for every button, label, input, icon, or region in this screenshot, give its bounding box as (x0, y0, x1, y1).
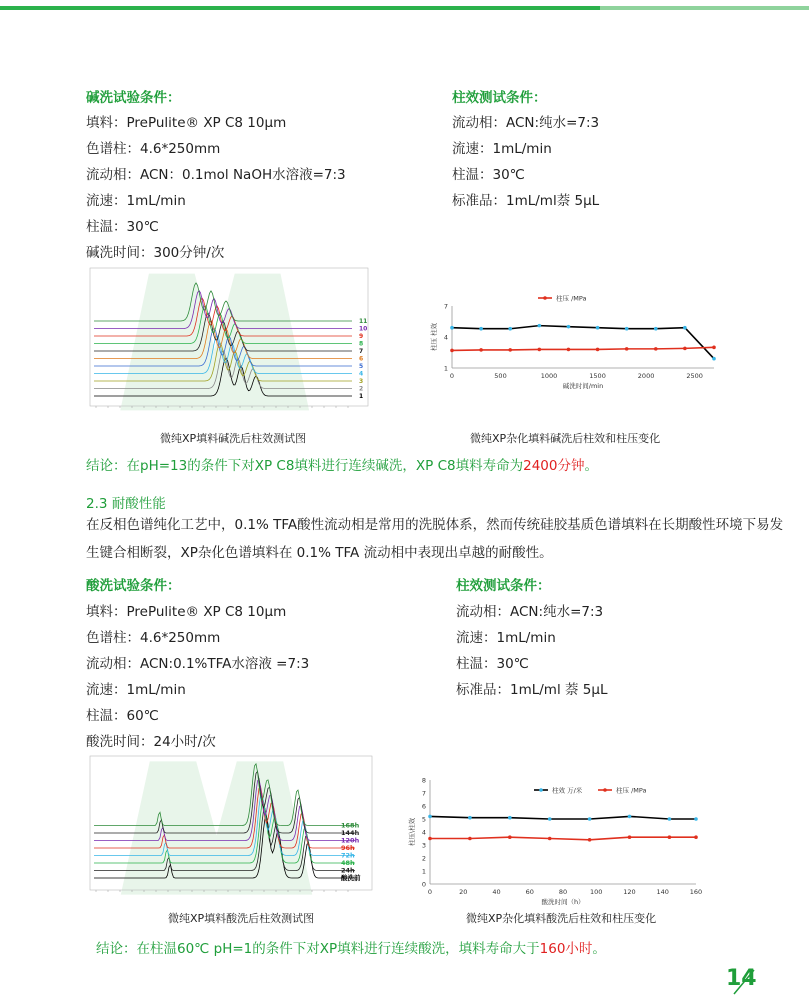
series-point-0 (683, 326, 687, 330)
x-tick-label: 160 (689, 888, 703, 896)
acid-eff-line-3: 柱温：30℃ (456, 656, 529, 672)
series-point-1 (588, 838, 592, 842)
acid-chromatogram (86, 754, 376, 902)
y-tick-label: 2 (421, 854, 426, 863)
trace-label: 8 (359, 340, 364, 348)
fig1-left-caption: 微纯XP填料碱洗后柱效测试图 (160, 432, 307, 445)
y-tick-label: 6 (421, 802, 426, 811)
conclusion-alkali-highlight: 2400分钟 (523, 458, 585, 474)
x-tick-label: 120 (623, 888, 636, 896)
x-tick-label: 1500 (589, 372, 606, 380)
series-point-1 (538, 348, 542, 352)
series-line-1 (452, 347, 714, 350)
legend-label: 柱压 /MPa (556, 294, 587, 303)
series-point-1 (428, 837, 432, 841)
page-number: 14 (726, 966, 757, 991)
series-point-1 (668, 835, 672, 839)
series-point-0 (712, 357, 716, 361)
series-point-0 (694, 817, 698, 821)
page-number-slash-icon (728, 968, 758, 996)
series-point-1 (508, 348, 512, 352)
trace-label: 4 (359, 370, 364, 378)
alkali-eff-line-4: 标准品：1mL/ml萘 5μL (452, 193, 600, 209)
conclusion-alkali (86, 454, 598, 474)
acid-line-5: 柱温：60℃ (86, 708, 159, 724)
alkali-eff-line-1: 流动相：ACN:纯水=7:3 (452, 115, 600, 131)
series-point-1 (548, 837, 552, 841)
series-point-0 (450, 326, 454, 330)
series-point-1 (508, 835, 512, 839)
trace-label: 72h (341, 851, 355, 860)
series-point-1 (450, 349, 454, 353)
x-axis-label: 碱洗时间/min (562, 382, 604, 390)
series-point-0 (508, 816, 512, 820)
y-tick-label: 1 (443, 364, 448, 373)
conclusion-alkali-prefix: 结论：在pH=13的条件下对XP C8填料进行连续碱洗，XP C8填料寿命为 (86, 458, 524, 474)
trace-label: 144h (341, 829, 360, 837)
trace-label: 酸洗前 (341, 874, 361, 882)
series-point-1 (694, 835, 698, 839)
alkali-efficiency-pressure-chart (432, 286, 722, 398)
legend-label: 柱效 万/米 (552, 786, 583, 795)
x-tick-label: 140 (656, 888, 669, 896)
series-point-0 (596, 326, 600, 330)
alkali-line-4: 流速：1mL/min (86, 193, 186, 209)
acid-efficiency-title: 柱效测试条件： (456, 578, 551, 594)
trace-label: 7 (359, 348, 364, 355)
acid-conditions-title: 酸洗试验条件： (86, 578, 181, 594)
alkali-eff-line-3: 柱温：30℃ (452, 167, 525, 183)
acid-eff-line-1: 流动相：ACN:纯水=7:3 (456, 604, 604, 620)
legend-marker (603, 788, 607, 792)
trace-label: 11 (359, 318, 368, 325)
top-bar-dark-segment (0, 6, 600, 10)
y-tick-label: 4 (421, 828, 426, 837)
section-2-3-paragraph: 在反相色谱纯化工艺中，0.1% TFA酸性流动相是常用的洗脱体系，然而传统硅胶基质色谱填料在长期酸性环境下易发生键合相断裂，XP杂化色谱填料在 0.1% TFA 流动相中表现出卓越的耐酸性。 (86, 517, 784, 561)
series-point-1 (683, 347, 687, 351)
acid-efficiency-pressure-chart (402, 770, 712, 908)
x-tick-label: 500 (494, 372, 507, 380)
trace-label: 2 (359, 385, 364, 393)
trace-label: 168h (341, 821, 360, 830)
alkali-eff-line-2: 流速：1mL/min (452, 141, 552, 157)
alkali-chromatogram (86, 266, 372, 418)
series-point-0 (668, 817, 672, 821)
series-point-0 (567, 325, 571, 329)
x-tick-label: 1000 (540, 372, 558, 380)
series-point-0 (479, 327, 483, 331)
trace-label: 1 (359, 393, 364, 400)
x-axis-label: 酸洗时间（h） (541, 898, 585, 906)
x-tick-label: 60 (525, 888, 534, 896)
trace-label: 5 (359, 363, 364, 370)
y-tick-label: 4 (443, 333, 448, 342)
y-tick-label: 7 (421, 789, 426, 798)
top-bar-light-segment (600, 6, 809, 10)
alkali-conditions-title: 碱洗试验条件： (86, 90, 181, 106)
x-tick-label: 40 (492, 888, 501, 896)
conclusion-acid-highlight: 160小时 (539, 941, 593, 957)
x-tick-label: 20 (459, 888, 468, 896)
series-point-0 (428, 815, 432, 819)
y-tick-label: 5 (421, 815, 426, 824)
y-axis-label: 柱压 柱效 (430, 322, 438, 352)
x-tick-label: 0 (427, 888, 433, 896)
x-tick-label: 2000 (637, 372, 655, 380)
acid-line-4: 流速：1mL/min (86, 682, 186, 698)
series-point-0 (625, 327, 629, 331)
chromatogram-trace (94, 283, 352, 321)
alkali-efficiency-title: 柱效测试条件： (452, 90, 547, 106)
legend-marker (539, 788, 543, 792)
acid-eff-line-4: 标准品：1mL/ml 萘 5μL (456, 682, 608, 698)
alkali-line-5: 柱温：30℃ (86, 219, 159, 235)
conclusion-acid (96, 937, 606, 957)
x-tick-label: 0 (449, 372, 455, 380)
y-tick-label: 8 (421, 776, 426, 785)
series-point-0 (588, 817, 592, 821)
acid-line-3: 流动相：ACN:0.1%TFA水溶液 =7:3 (86, 656, 310, 672)
acid-line-2: 色谱柱：4.6*250mm (86, 630, 221, 646)
trace-label: 48h (341, 859, 355, 867)
series-point-0 (654, 327, 658, 331)
trace-label: 10 (359, 325, 368, 333)
alkali-line-2: 色谱柱：4.6*250mm (86, 141, 221, 157)
acid-line-1: 填料：PrePulite® XP C8 10μm (86, 604, 287, 620)
series-point-1 (625, 347, 629, 351)
conclusion-acid-prefix: 结论：在柱温60℃ pH=1的条件下对XP填料进行连续酸洗，填料寿命大于 (96, 941, 540, 957)
series-point-1 (628, 835, 632, 839)
chromatogram-trace (94, 290, 352, 328)
fig2-left-caption: 微纯XP填料酸洗后柱效测试图 (168, 912, 315, 925)
top-accent-bar (0, 6, 809, 10)
fig1-right-caption: 微纯XP杂化填料碱洗后柱效和柱压变化 (470, 432, 661, 445)
acid-line-6: 酸洗时间：24小时/次 (86, 734, 216, 750)
legend-label: 柱压 /MPa (616, 786, 647, 795)
series-point-1 (654, 347, 658, 351)
y-tick-label: 3 (421, 841, 426, 850)
series-point-0 (468, 816, 472, 820)
trace-label: 9 (359, 333, 364, 340)
acid-eff-line-2: 流速：1mL/min (456, 630, 556, 646)
x-tick-label: 2500 (686, 372, 703, 380)
trace-label: 24h (341, 866, 355, 875)
series-point-0 (548, 817, 552, 821)
series-point-0 (628, 815, 632, 819)
y-tick-label: 1 (421, 867, 426, 876)
trace-label: 6 (359, 355, 364, 363)
trace-label: 96h (341, 844, 355, 852)
x-tick-label: 80 (558, 888, 568, 896)
watermark-logo (121, 761, 312, 894)
alkali-line-1: 填料：PrePulite® XP C8 10μm (86, 115, 287, 131)
series-point-0 (538, 324, 542, 328)
section-2-3-title: 2.3 耐酸性能 (86, 496, 166, 512)
x-tick-label: 100 (590, 888, 603, 896)
series-line-0 (452, 326, 714, 359)
alkali-line-6: 碱洗时间：300分钟/次 (86, 245, 225, 261)
fig2-right-caption: 微纯XP杂化填料酸洗后柱效和柱压变化 (466, 912, 657, 925)
trace-label: 120h (341, 836, 360, 845)
series-point-1 (567, 348, 571, 352)
series-point-0 (508, 327, 512, 331)
y-tick-label: 7 (443, 302, 448, 311)
y-axis-label: 柱压\柱效 (408, 817, 416, 847)
conclusion-acid-suffix: 。 (592, 941, 606, 957)
y-tick-label: 0 (421, 880, 426, 889)
series-point-1 (479, 348, 483, 352)
alkali-line-3: 流动相：ACN：0.1mol NaOH水溶液=7:3 (86, 167, 346, 183)
series-point-1 (596, 348, 600, 352)
series-point-1 (468, 837, 472, 841)
series-point-1 (712, 346, 716, 350)
trace-label: 3 (359, 378, 364, 385)
legend-marker (543, 296, 547, 300)
conclusion-alkali-suffix: 。 (584, 458, 598, 474)
